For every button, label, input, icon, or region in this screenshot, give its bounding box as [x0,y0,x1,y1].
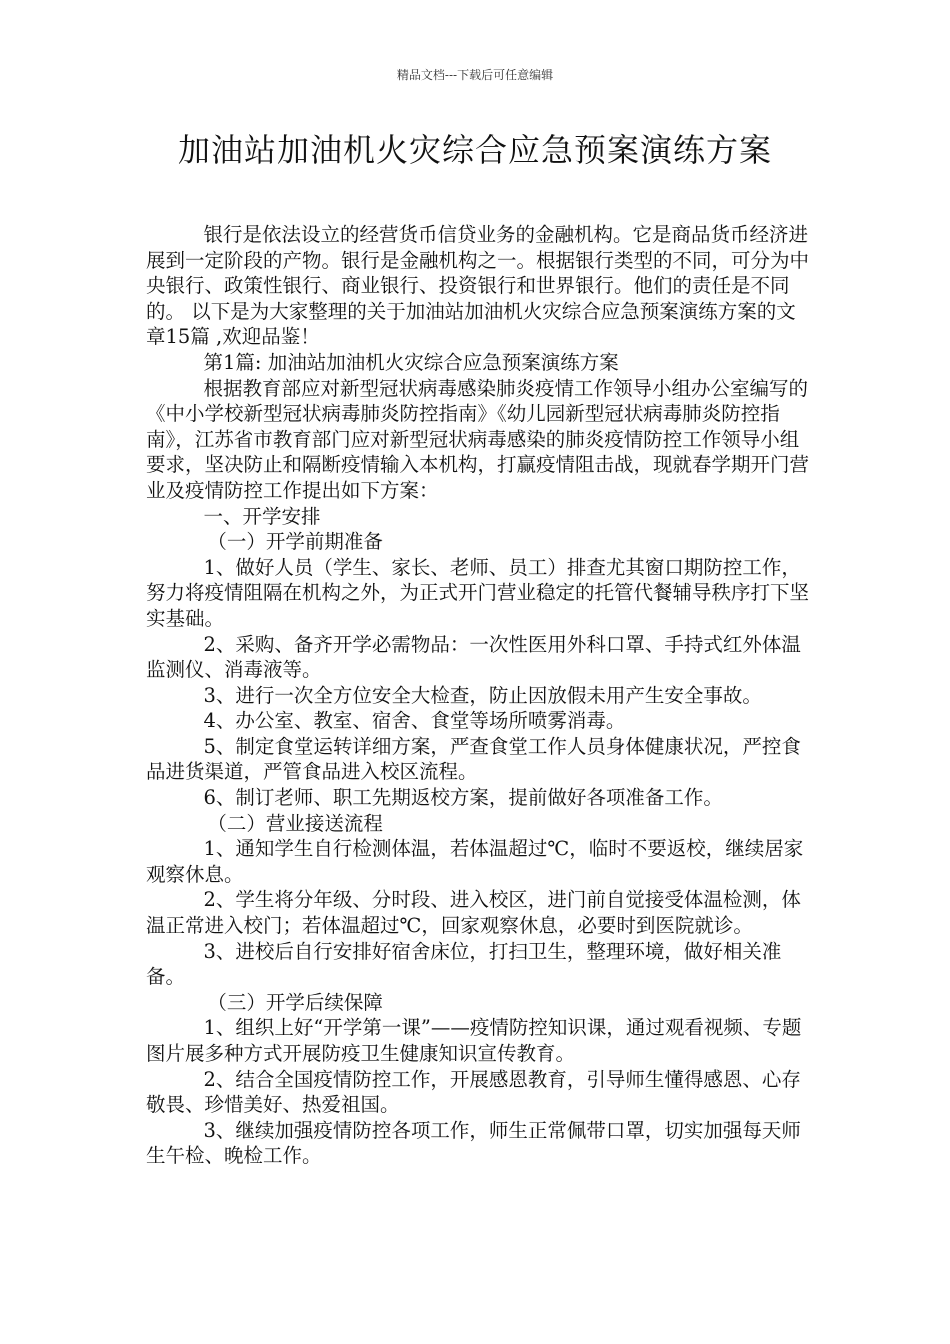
section-heading: 一、开学安排 [203,504,321,528]
list-item: 3、进校后自行安排好宿舍床位，打扫卫生，整理环境，做好相关准备。 [146,939,782,989]
subsection-heading: （二）营业接送流程 [207,811,383,835]
list-item: 6、制订老师、职工先期返校方案，提前做好各项准备工作。 [203,786,723,810]
intro-paragraph: 银行是依法设立的经营货币信贷业务的金融机构。它是商品货币经济进展到一定阶段的产物。银行是金融机构之一。根据银行类型的不同，可分为中央银行、政策性银行、商业银行、投资银行和世界银行。他们的责任是不同的。 以下是为大家整理的关于加油站加油机火灾综合应急预案演练方案的文章15篇 ,欢迎品鉴！ [146,223,810,349]
list-item: 1、通知学生自行检测体温，若体温超过℃，临时不要返校，继续居家观察休息。 [146,837,804,886]
list-item: 3、进行一次全方位安全大检查，防止因放假未用产生安全事故。 [203,683,762,707]
header-note: 精品文档---下载后可任意编辑 [396,68,554,82]
list-item: 3、继续加强疫情防控各项工作，师生正常佩带口罩，切实加强每天师生午检、晚检工作。 [146,1118,801,1168]
subsection-heading: （三）开学后续保障 [207,990,383,1014]
body-paragraph: 根据教育部应对新型冠状病毒感染肺炎疫情工作领导小组办公室编写的《中小学校新型冠状病毒肺炎防控指南》《幼儿园新型冠状病毒肺炎防控指南》，江苏省市教育部门应对新型冠状病毒感染的肺炎疫情防控工作领导小组要求，坚决防止和隔断疫情输入本机构，打赢疫情阻击战，现就春学期开门营业及疫情防控工作提出如下方案： [146,376,810,502]
list-item: 5、制定食堂运转详细方案，严查食堂工作人员身体健康状况，严控食品进货渠道，严管食品进入校区流程。 [146,734,801,784]
article-heading: 第1篇: 加油站加油机火灾综合应急预案演练方案 [203,350,619,374]
list-item: 1、组织上好“开学第一课”——疫情防控知识课，通过观看视频、专题图片展多种方式开展防疫卫生健康知识宣传教育。 [146,1016,802,1065]
list-item: 1、做好人员（学生、家长、老师、员工）排查尤其窗口期防控工作，努力将疫情阻隔在机构之外，为正式开门营业稳定的托管代餐辅导秩序打下坚实基础。 [146,555,810,630]
list-item: 2、结合全国疫情防控工作，开展感恩教育，引导师生懂得感恩、心存敬畏、珍惜美好、热爱祖国。 [146,1067,801,1117]
document-body [146,222,810,1169]
list-item: 2、学生将分年级、分时段、进入校区，进门前自觉接受体温检测，体温正常进入校门；若体温超过℃，回家观察休息，必要时到医院就诊。 [146,888,801,938]
list-item: 2、采购、备齐开学必需物品：一次性医用外科口罩、手持式红外体温监测仪、消毒液等。 [146,632,801,682]
list-item: 4、办公室、教室、宿舍、食堂等场所喷雾消毒。 [203,709,626,733]
document-title: 加油站加油机火灾综合应急预案演练方案 [177,131,772,169]
subsection-heading: （一）开学前期准备 [207,530,383,554]
